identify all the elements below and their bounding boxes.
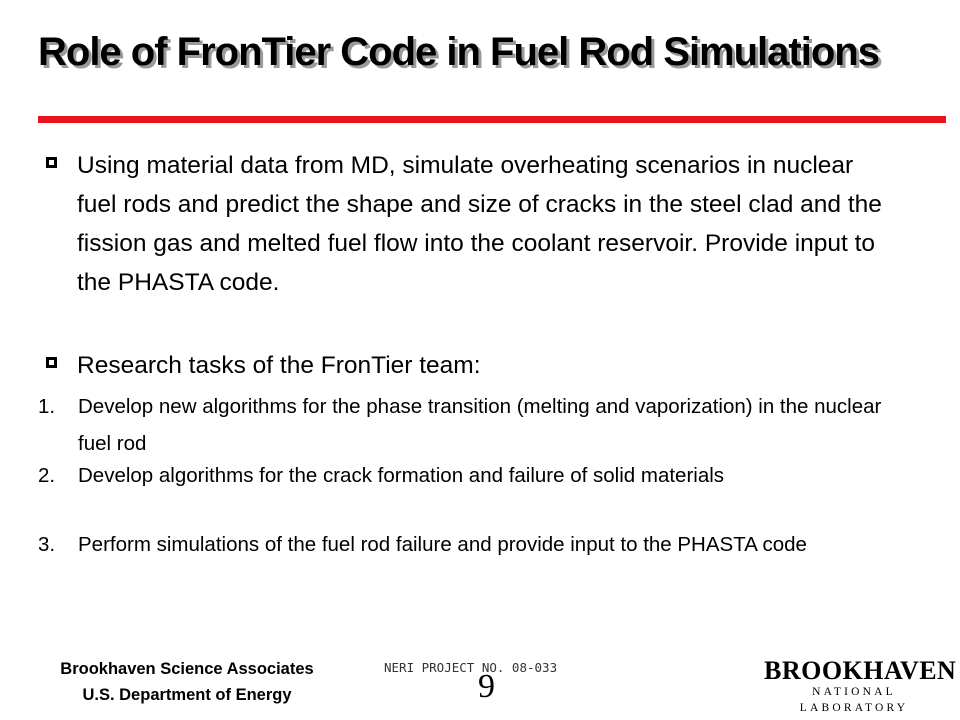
task-text: Perform simulations of the fuel rod failure and provide input to the PHASTA code bbox=[78, 533, 807, 556]
square-bullet-icon bbox=[46, 357, 57, 368]
task-number: 1. bbox=[38, 395, 56, 418]
task-number: 2. bbox=[38, 464, 56, 487]
brookhaven-logo bbox=[764, 656, 957, 716]
bullet-item bbox=[46, 146, 897, 302]
task-number: 3. bbox=[38, 533, 56, 556]
page-number: 9 bbox=[478, 668, 495, 705]
logo-subtitle: NATIONAL LABORATORY bbox=[799, 686, 909, 714]
task-item bbox=[38, 388, 908, 462]
bullet-text: Research tasks of the FronTier team: bbox=[77, 352, 481, 379]
logo-wordmark: BROOKHAVEN bbox=[764, 656, 957, 685]
project-number: NERI PROJECT NO. 08-033 bbox=[384, 660, 558, 675]
slide-title: Role of FronTier Code in Fuel Rod Simulations bbox=[38, 30, 879, 74]
square-bullet-icon bbox=[46, 157, 57, 168]
bullet-text: Using material data from MD, simulate overheating scenarios in nuclear fuel rods and predict the shape and size of cracks in the steel clad and the fission gas and melted fuel flow into the coolant reservoir. Provide input to the PHASTA code. bbox=[77, 152, 882, 296]
bullet-item bbox=[46, 346, 897, 385]
task-text: Develop new algorithms for the phase transition (melting and vaporization) in the nuclear fuel rod bbox=[78, 395, 882, 455]
footer-org-line2: U.S. Department of Energy bbox=[82, 686, 292, 704]
task-item bbox=[38, 457, 908, 494]
title-divider bbox=[38, 116, 946, 123]
footer-org-line1: Brookhaven Science Associates bbox=[60, 660, 314, 678]
task-item bbox=[38, 526, 908, 563]
task-text: Develop algorithms for the crack formation and failure of solid materials bbox=[78, 464, 725, 487]
footer-organization bbox=[48, 656, 326, 708]
